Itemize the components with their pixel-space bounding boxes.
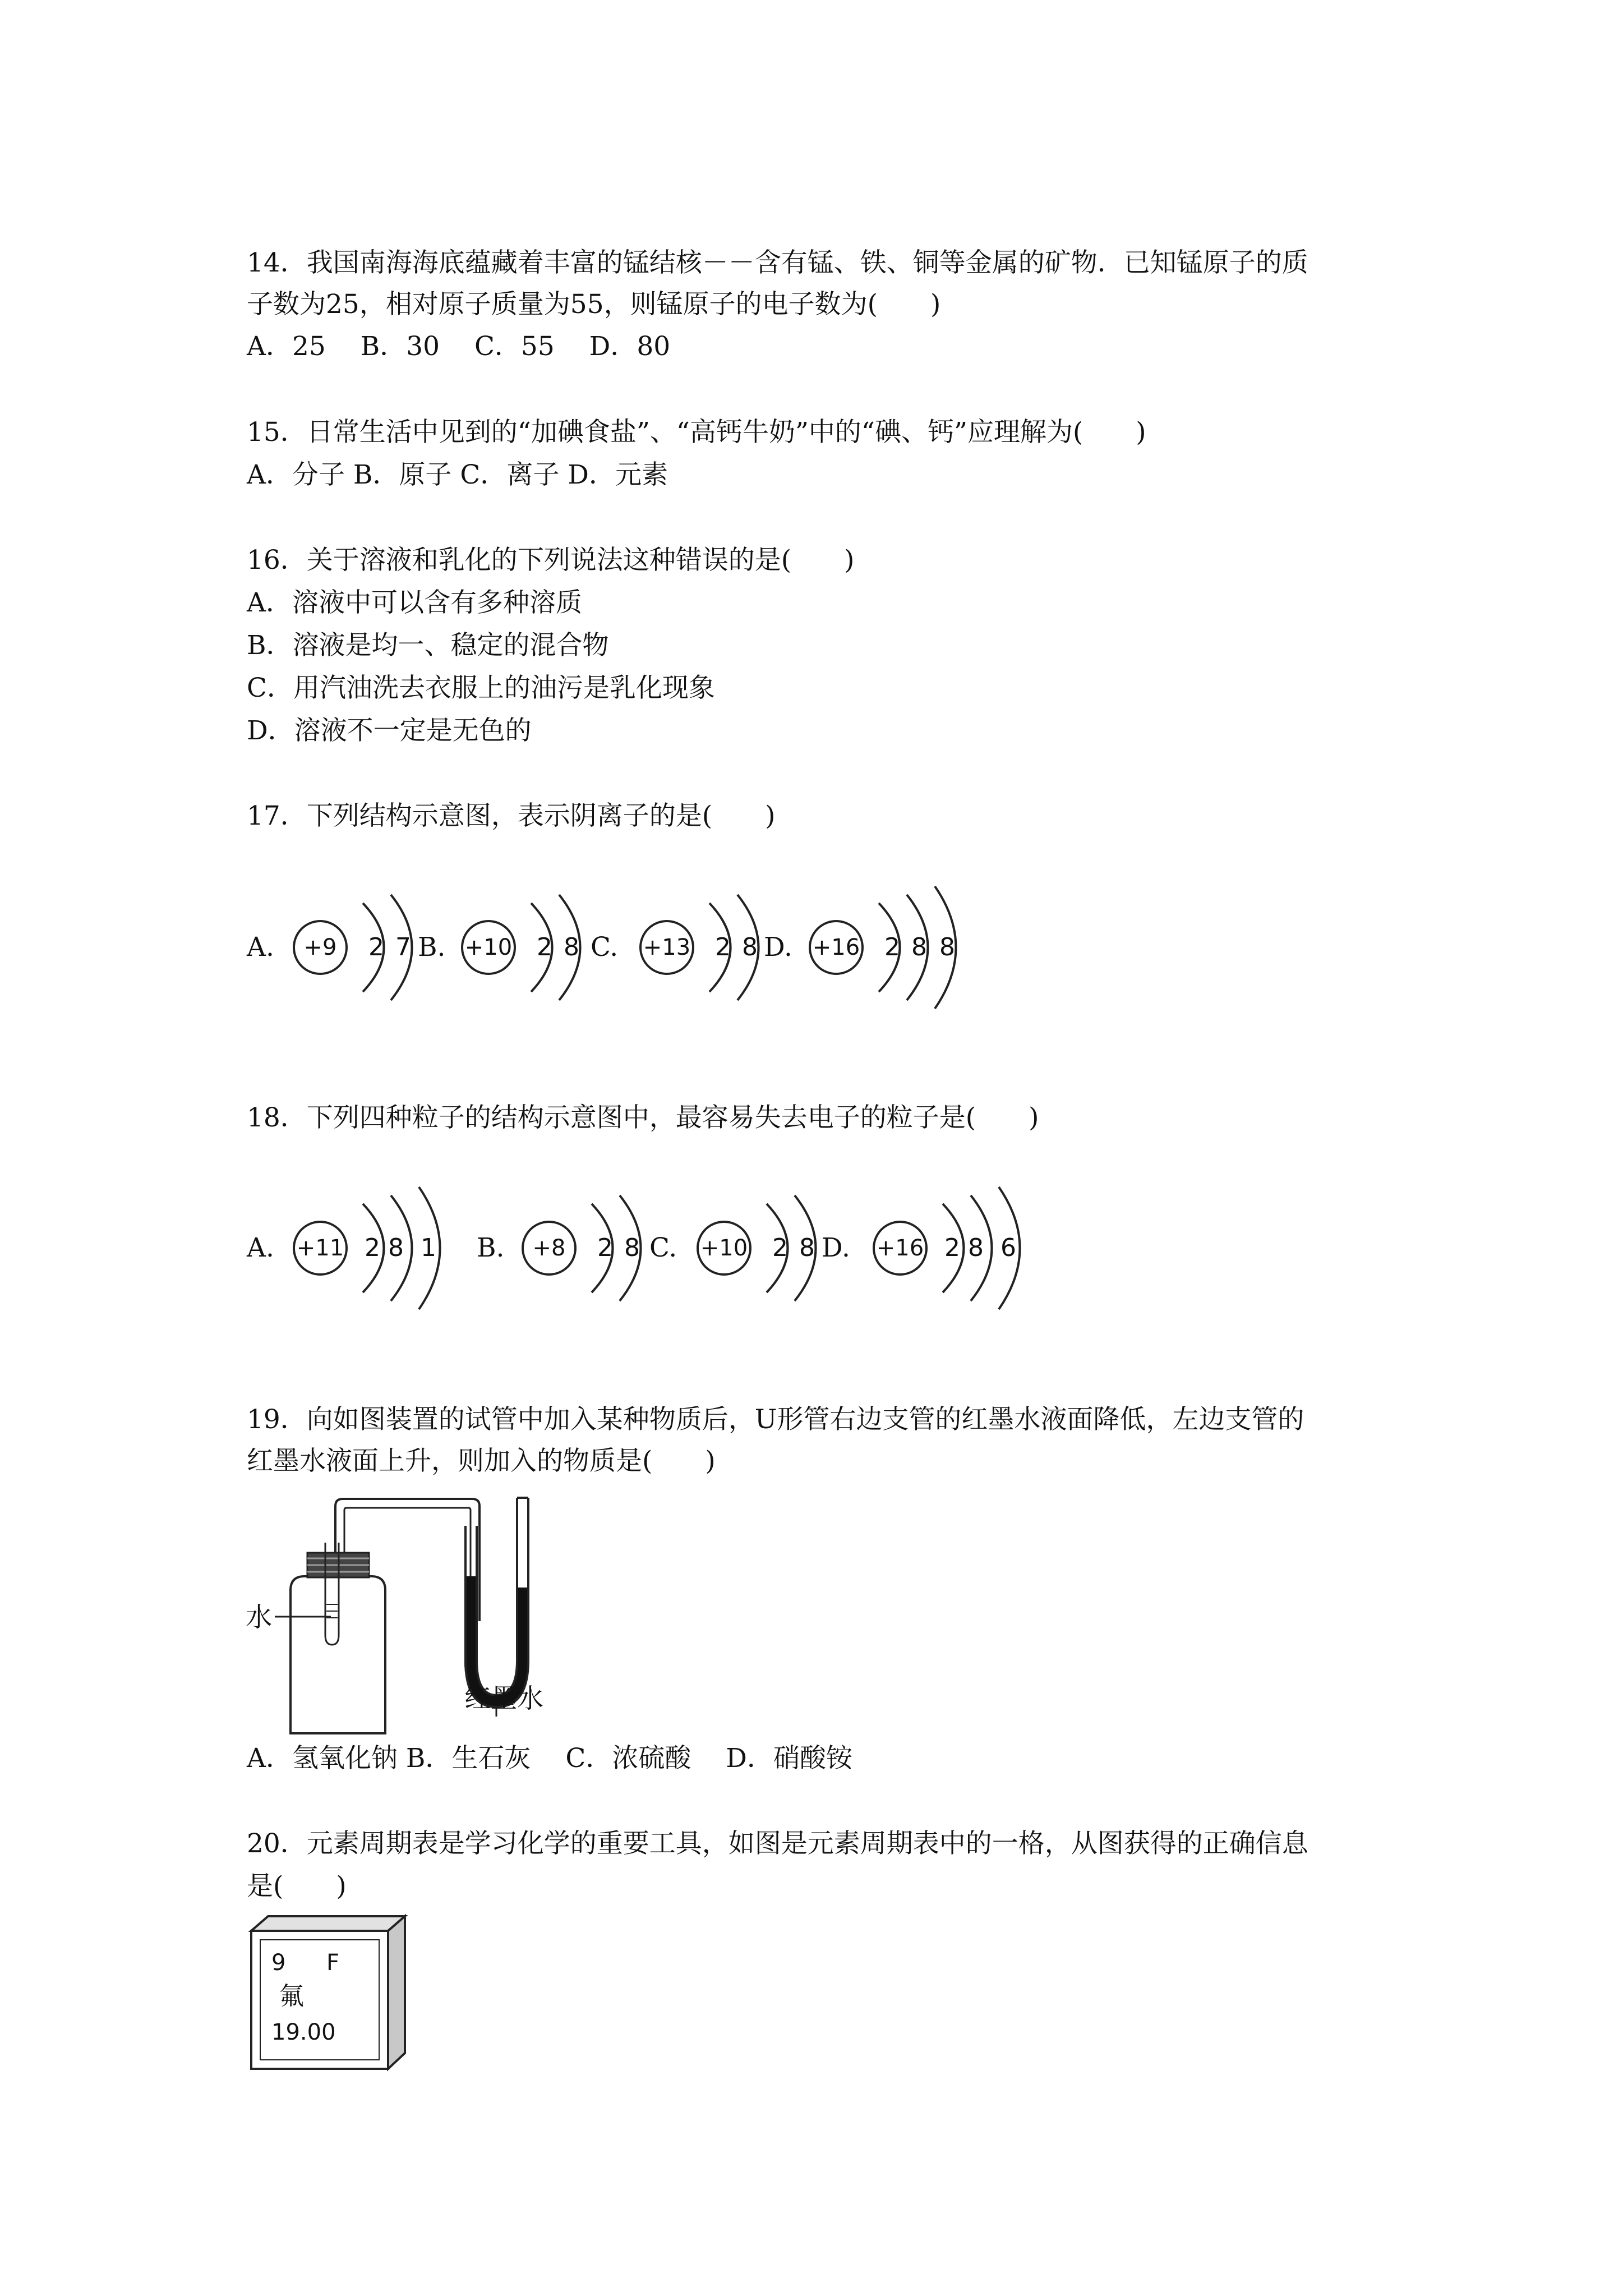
element-atomic-mass: 19.00 (271, 2019, 336, 2045)
shell-electrons: 8 (911, 933, 927, 961)
q16-option-d: D．溶液不一定是无色的 (247, 715, 532, 746)
q19-stem-line2: 红墨水液面上升，则加入的物质是( ) (247, 1446, 716, 1476)
element-symbol: F (326, 1950, 340, 1976)
shell-electrons: 6 (1000, 1234, 1016, 1262)
shell-electrons: 2 (944, 1234, 960, 1262)
q16-option-a: A．溶液中可以含有多种溶质 (247, 587, 582, 618)
shell-electrons: 8 (799, 1234, 815, 1262)
q14-stem-line2: 子数为25，相对原子质量为55，则锰原子的电子数为( ) (247, 289, 941, 320)
shell-electrons: 8 (939, 933, 955, 961)
q18-label-a: A. (247, 1232, 274, 1263)
shell-electrons: 8 (968, 1234, 984, 1262)
shell-electrons: 2 (884, 933, 900, 961)
q18-label-b: B. (477, 1232, 505, 1263)
shell-electrons: 1 (421, 1234, 436, 1262)
q17-label-d: D. (764, 932, 792, 963)
q18-stem: 18．下列四种粒子的结构示意图中，最容易失去电子的粒子是( ) (247, 1102, 1039, 1133)
q17-stem: 17．下列结构示意图，表示阴离子的是( ) (247, 800, 776, 831)
q17-label-b: B. (418, 932, 446, 963)
nucleus: +16 (873, 1221, 928, 1276)
q19-options: A．氢氧化钠 B．生石灰 C．浓硫酸 D．硝酸铵 (247, 1743, 852, 1774)
nucleus: +8 (522, 1221, 577, 1276)
q15-stem: 15．日常生活中见到的“加碘食盐”、“高钙牛奶”中的“碘、钙”应理解为( ) (247, 417, 1146, 448)
shell-electrons: 2 (772, 1234, 788, 1262)
periodic-table-cell-box (247, 1914, 415, 2082)
q18-label-d: D. (822, 1232, 850, 1263)
q20-stem-line2: 是( ) (247, 1871, 347, 1902)
q18-label-c: C. (649, 1232, 677, 1263)
label-red-ink: 红墨水 (464, 1683, 543, 1714)
element-name: 氟 (279, 1982, 304, 2010)
q16-option-c: C．用汽油洗去衣服上的油污是乳化现象 (247, 673, 715, 703)
shell-electrons: 2 (715, 933, 731, 961)
shell-electrons: 2 (365, 1234, 380, 1262)
shell-electrons: 8 (624, 1234, 640, 1262)
q14-options: A．25 B．30 C．55 D．80 (247, 331, 671, 362)
nucleus: +16 (809, 920, 864, 975)
element-atomic-number: 9 (271, 1950, 286, 1976)
label-water: 水 (246, 1602, 272, 1633)
q15-options: A．分子 B．原子 C．离子 D．元素 (247, 459, 668, 490)
q17-label-a: A. (247, 932, 274, 963)
q19-stem-line1: 19．向如图装置的试管中加入某种物质后，U形管右边支管的红墨水液面降低，左边支管的 (247, 1404, 1304, 1435)
shell-electrons: 7 (395, 933, 411, 961)
q16-stem: 16．关于溶液和乳化的下列说法这种错误的是( ) (247, 545, 855, 576)
shell-electrons: 2 (537, 933, 552, 961)
nucleus: +10 (461, 920, 516, 975)
q14-stem-line1: 14．我国南海海底蕴藏着丰富的锰结核－－含有锰、铁、铜等金属的矿物．已知锰原子的质 (247, 247, 1308, 278)
q17-label-c: C. (591, 932, 619, 963)
shell-electrons: 2 (597, 1234, 613, 1262)
shell-electrons: 8 (742, 933, 758, 961)
shell-electrons: 8 (564, 933, 579, 961)
shell-electrons: 8 (388, 1234, 404, 1262)
nucleus: +13 (639, 920, 694, 975)
nucleus: +10 (697, 1221, 751, 1276)
nucleus: +9 (293, 920, 348, 975)
nucleus: +11 (293, 1221, 348, 1276)
shell-electrons: 2 (368, 933, 384, 961)
q16-option-b: B．溶液是均一、稳定的混合物 (247, 630, 609, 661)
q20-stem-line1: 20．元素周期表是学习化学的重要工具，如图是元素周期表中的一格，从图获得的正确信息 (247, 1828, 1308, 1859)
